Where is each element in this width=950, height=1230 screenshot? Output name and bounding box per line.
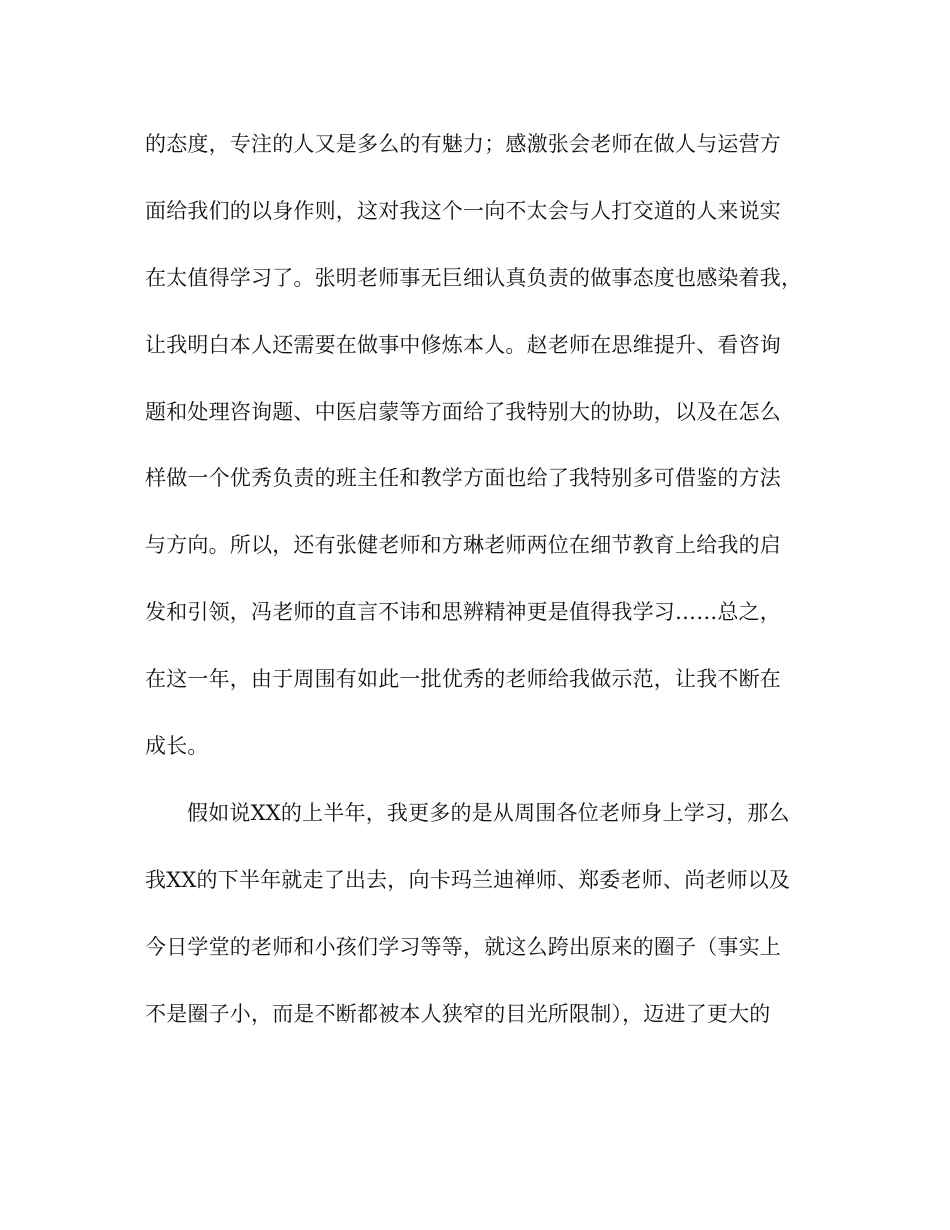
- text-line: 不是圈子小，而是不断都被本人狭窄的目光所限制），迈进了更大的: [145, 1001, 771, 1026]
- text-line: 在太值得学习了。张明老师事无巨细认真负责的做事态度也感染着我，: [145, 265, 803, 290]
- text-line: 成长。: [145, 734, 209, 759]
- text-line: 与方向。所以，还有张健老师和方琳老师两位在细节教育上给我的启: [145, 533, 781, 558]
- paragraph-first-line: 假如说XX的上半年，我更多的是从周围各位老师身上学习，那么: [187, 800, 790, 825]
- text-line: 让我明白本人还需要在做事中修炼本人。赵老师在思维提升、看咨询: [145, 332, 781, 357]
- text-line: 题和处理咨询题、中医启蒙等方面给了我特别大的协助，以及在怎么: [145, 399, 781, 424]
- body-text: [145, 118, 825, 1054]
- text-line: 在这一年，由于周围有如此一批优秀的老师给我做示范，让我不断在: [145, 667, 781, 692]
- text-line: 今日学堂的老师和小孩们学习等等，就这么跨出原来的圈子（事实上: [145, 934, 781, 959]
- text-line: 面给我们的以身作则，这对我这个一向不太会与人打交道的人来说实: [145, 198, 781, 223]
- text-line: 样做一个优秀负责的班主任和教学方面也给了我特别多可借鉴的方法: [145, 466, 781, 491]
- text-line: 的态度，专注的人又是多么的有魅力；感激张会老师在做人与运营方: [145, 132, 781, 156]
- text-line: 发和引领，冯老师的直言不讳和思辨精神更是值得我学习……总之，: [145, 600, 781, 625]
- text-line: 我XX的下半年就走了出去，向卡玛兰迪禅师、郑委老师、尚老师以及: [145, 867, 791, 892]
